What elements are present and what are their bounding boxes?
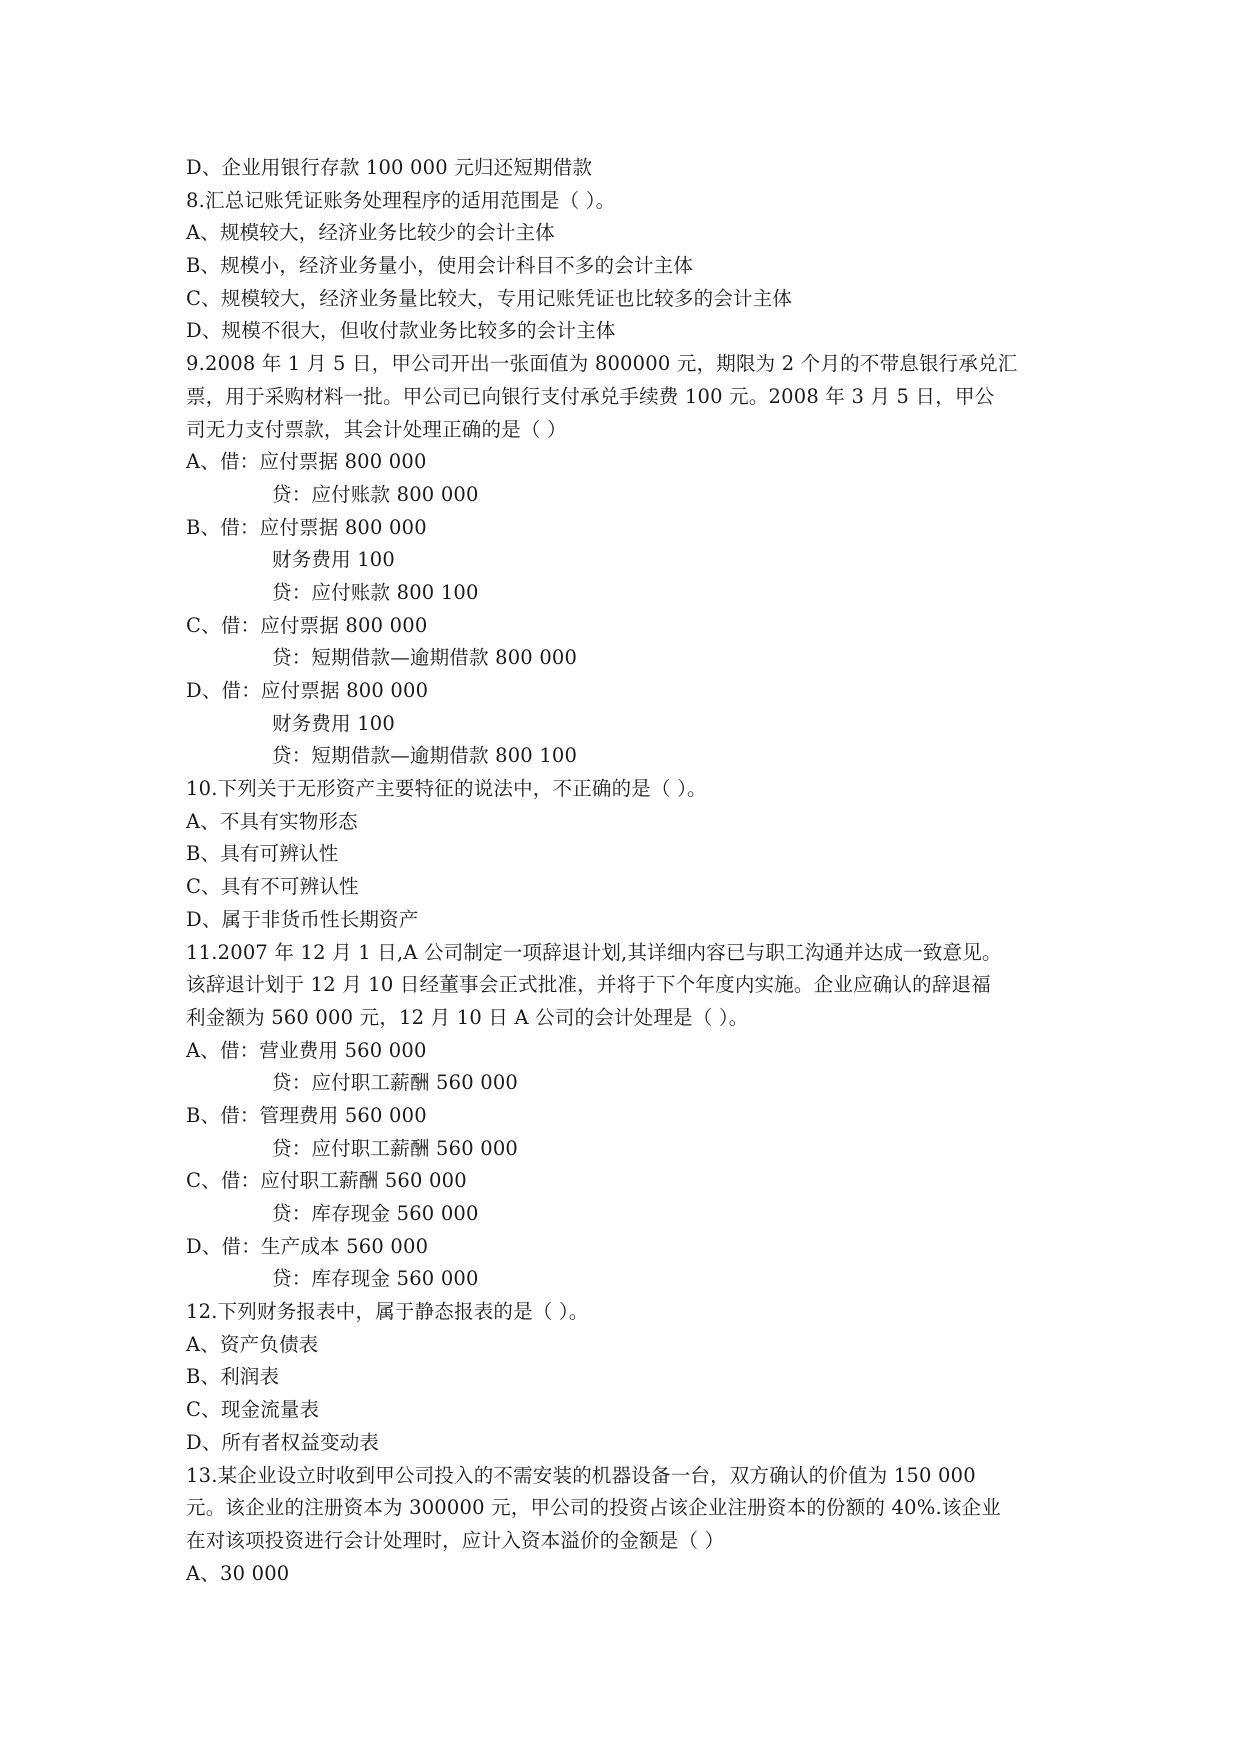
text-line: C、借：应付票据 800 000 — [186, 613, 428, 637]
text-line: 司无力支付票款，其会计处理正确的是（ ） — [186, 417, 567, 441]
text-line: 贷：库存现金 560 000 — [272, 1202, 479, 1225]
text-line: D、企业用银行存款 100 000 元归还短期借款 — [186, 156, 593, 179]
text-line: 贷：应付职工薪酬 560 000 — [272, 1136, 519, 1160]
text-line: A、30 000 — [186, 1561, 290, 1585]
text-line: C、借：应付职工薪酬 560 000 — [186, 1169, 467, 1193]
text-line: A、资产负债表 — [186, 1332, 319, 1356]
text-line: A、规模较大，经济业务比较少的会计主体 — [186, 221, 555, 245]
text-line: D、属于非货币性长期资产 — [186, 907, 419, 931]
text-line: 贷：短期借款—逾期借款 800 100 — [272, 744, 578, 768]
text-line: 11.2007 年 12 月 1 日,A 公司制定一项辞退计划,其详细内容已与职工沟通并达成一致意见。 — [186, 940, 1002, 964]
text-line: B、利润表 — [186, 1365, 280, 1389]
text-line: 票，用于采购材料一批。甲公司已向银行支付承兑手续费 100 元。2008 年 3 月 5 日，甲公 — [186, 384, 995, 408]
text-line: D、借：应付票据 800 000 — [186, 679, 429, 702]
text-line: A、借：营业费用 560 000 — [186, 1038, 427, 1062]
text-line: 贷：应付账款 800 100 — [272, 580, 479, 604]
text-line: A、不具有实物形态 — [186, 809, 358, 833]
text-line: 10.下列关于无形资产主要特征的说法中，不正确的是（ ）。 — [186, 777, 707, 801]
text-line: D、借：生产成本 560 000 — [186, 1234, 429, 1258]
text-line: 9.2008 年 1 月 5 日，甲公司开出一张面值为 800000 元，期限为 2 个月的不带息银行承兑汇 — [186, 352, 1018, 376]
text-line: 贷：应付账款 800 000 — [272, 482, 479, 506]
text-line: 财务费用 100 — [272, 711, 396, 735]
text-line: A、借：应付票据 800 000 — [186, 450, 427, 474]
text-line: 该辞退计划于 12 月 10 日经董事会正式批准，并将于下个年度内实施。企业应确认的辞退福 — [186, 973, 991, 997]
text-line: 元。该企业的注册资本为 300000 元，甲公司的投资占该企业注册资本的份额的 40%.该企业 — [186, 1496, 1001, 1520]
text-line: B、借：管理费用 560 000 — [186, 1103, 427, 1127]
text-line: 在对该项投资进行会计处理时，应计入资本溢价的金额是（ ） — [186, 1528, 725, 1552]
text-line: C、规模较大，经济业务量比较大，专用记账凭证也比较多的会计主体 — [186, 286, 793, 310]
text-line: C、现金流量表 — [186, 1398, 320, 1422]
text-line: C、具有不可辨认性 — [186, 875, 359, 899]
text-line: B、具有可辨认性 — [186, 842, 339, 866]
text-line: D、所有者权益变动表 — [186, 1430, 380, 1454]
text-line: D、规模不很大，但收付款业务比较多的会计主体 — [186, 319, 616, 343]
text-line: 利金额为 560 000 元，12 月 10 日 A 公司的会计处理是（ ）。 — [186, 1005, 749, 1029]
text-line: 贷：短期借款—逾期借款 800 000 — [272, 646, 578, 670]
document-body — [186, 152, 1066, 1590]
text-line: 13.某企业设立时收到甲公司投入的不需安装的机器设备一台，双方确认的价值为 150 000 — [186, 1463, 976, 1487]
text-line: 贷：库存现金 560 000 — [272, 1267, 479, 1291]
text-line: 贷：应付职工薪酬 560 000 — [272, 1071, 519, 1095]
text-line: 财务费用 100 — [272, 548, 396, 572]
text-line: B、借：应付票据 800 000 — [186, 515, 427, 539]
text-line: B、规模小，经济业务量小，使用会计科目不多的会计主体 — [186, 254, 694, 278]
text-line: 12.下列财务报表中，属于静态报表的是（ ）。 — [186, 1300, 589, 1324]
text-line: 8.汇总记账凭证账务处理程序的适用范围是（ ）。 — [186, 188, 616, 212]
